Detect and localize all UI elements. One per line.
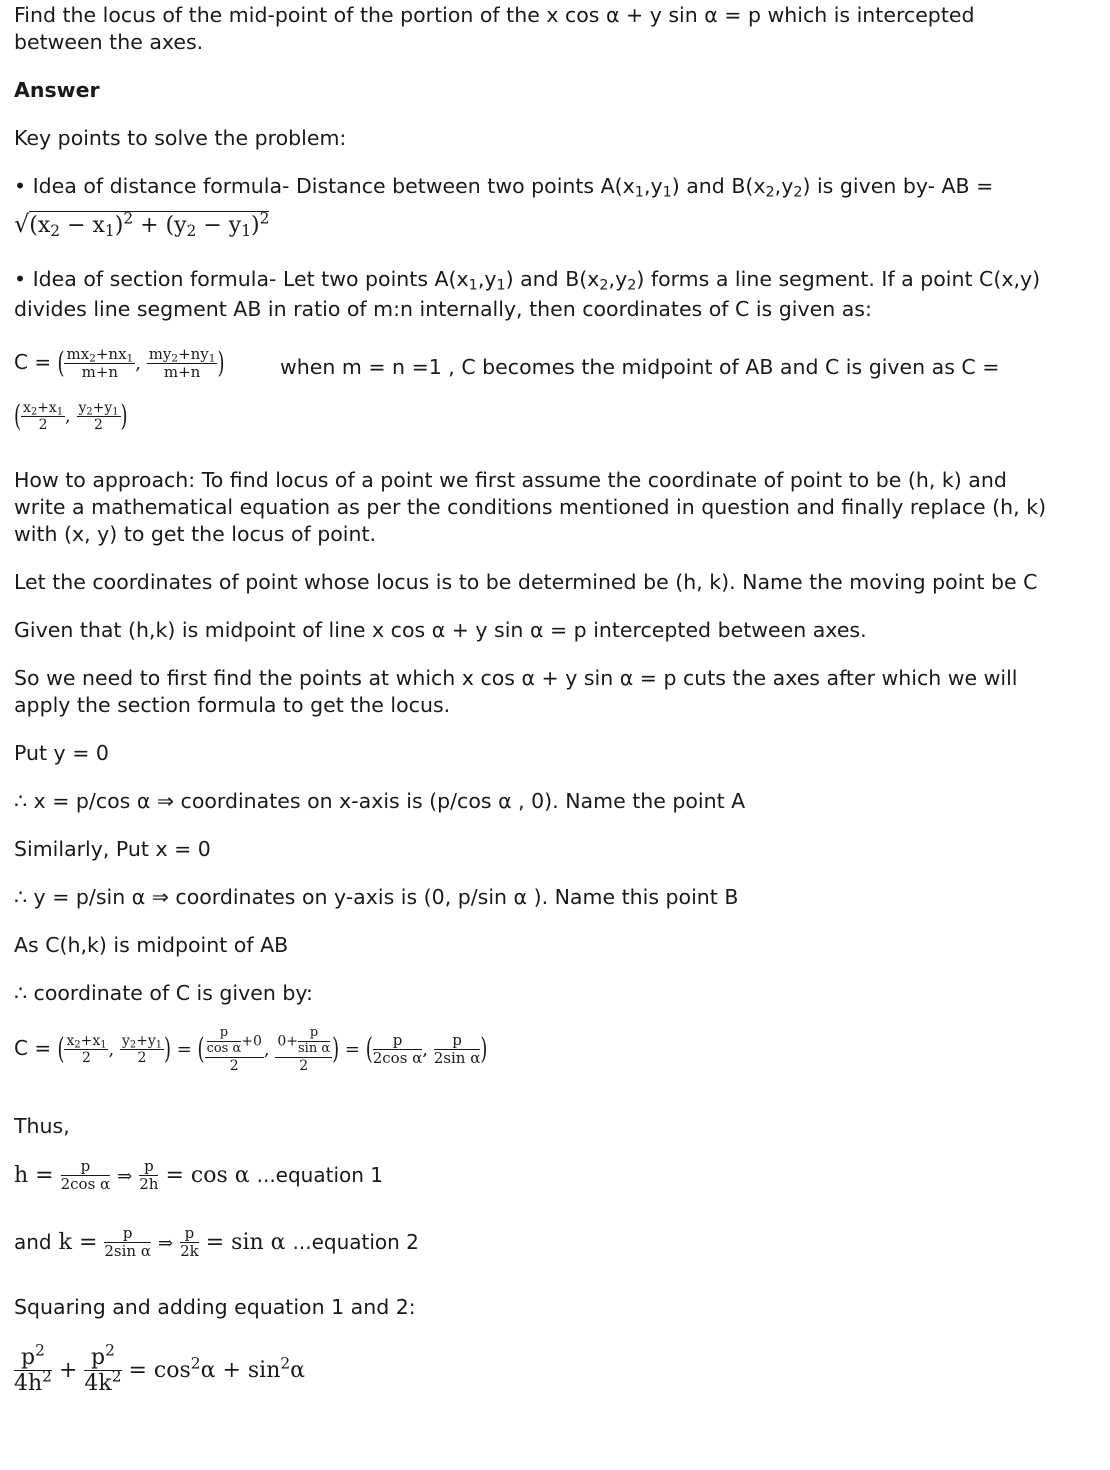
midpoint-text: when m = n =1 , C becomes the midpoint of AB and C is given as C = [280,355,1000,379]
similarly-line: Similarly, Put x = 0 [14,837,211,861]
so-line-1: So we need to first find the points at which x cos α + y sin α = p cuts the axes after which we will [14,666,1018,690]
x-result-line: ∴ x = p/cos α ⇒ coordinates on x-axis is (p/cos α , 0). Name the point A [14,789,746,813]
put-y-line: Put y = 0 [14,741,109,765]
key-points-heading: Key points to solve the problem: [14,126,347,150]
equation-1: h = $\frac{p}{\text{2cos α}}$ ⇒ $\frac{p}{2h}$ = cos α ...equation 1 [14,1157,384,1194]
squaring-line: Squaring and adding equation 1 and 2: [14,1295,416,1319]
thus-line: Thus, [14,1114,70,1138]
so-line-2: apply the section formula to get the locus. [14,693,451,717]
distance-formula: $√(x_2 - x_1)^2 + (y_2 - y_1)^2$ [14,209,270,240]
given-line: Given that (h,k) is midpoint of line x cos α + y sin α = p intercepted between axes. [14,618,867,642]
approach-line-3: with (x, y) to get the locus of point. [14,522,377,546]
equation-2: and k = $\frac{p}{\text{2sin α}}$ ⇒ $\frac{p}{2k}$ = sin α ...equation 2 [14,1224,419,1261]
question-line-2: between the axes. [14,30,204,54]
approach-line-2: write a mathematical equation as per the conditions mentioned in question and finally replace (h, k) [14,495,1047,519]
question-line-1: Find the locus of the mid-point of the portion of the x cos α + y sin α = p which is intercepted [14,3,975,27]
section-formula: C = ( $\frac{mx_2+nx_1}{m+n}$ , $\frac{my_2+ny_1}{m+n}$ ) [14,345,225,382]
midpoint-formula: ( $\frac{x_2+x_1}{2}$ , $\frac{y_2+y_1}{2}$ ) [14,399,128,434]
approach-line-1: How to approach: To find locus of a point we first assume the coordinate of point to be (h, k) and [14,468,1007,492]
let-line: Let the coordinates of point whose locus is to be determined be (h, k). Name the moving point be C [14,570,1038,594]
coord-c-line: ∴ coordinate of C is given by: [14,981,313,1005]
midpoint-computation: C = ( $\frac{x_2+x_1}{2}$ , $\frac{y_2+y_1}{2}$ ) = ( $\frac{p}{\text{cos α}}$ +0 2 , 0+ $\frac{p}{\text{sin α}}$ 2 ) = ( $\frac{p}{\text{2cos α}}$ , $\frac{p}{\text{2sin α}}$ ) [14,1025,488,1074]
bullet-distance-formula: • Idea of distance formula- Distance between two points $A(x_1,y_1)$ and $B(x_2,y_2)$ is given by- AB = [14,174,994,201]
as-c-line: As C(h,k) is midpoint of AB [14,933,289,957]
final-equation: $\frac{p^2}{4h^2}$ + $\frac{p^2}{4k^2}$ = $\cos^2\alpha + \sin^2\alpha$ [14,1341,306,1397]
answer-heading: Answer [14,78,100,102]
bullet-section-formula-line-2: divides line segment AB in ratio of m:n internally, then coordinates of C is given as: [14,297,872,321]
y-result-line: ∴ y = p/sin α ⇒ coordinates on y-axis is (0, p/sin α ). Name this point B [14,885,739,909]
bullet-section-formula-line-1: • Idea of section formula- Let two points $A(x_1,y_1)$ and $B(x_2,y_2)$ forms a line segment. If a point C(x,y) [14,267,1041,294]
